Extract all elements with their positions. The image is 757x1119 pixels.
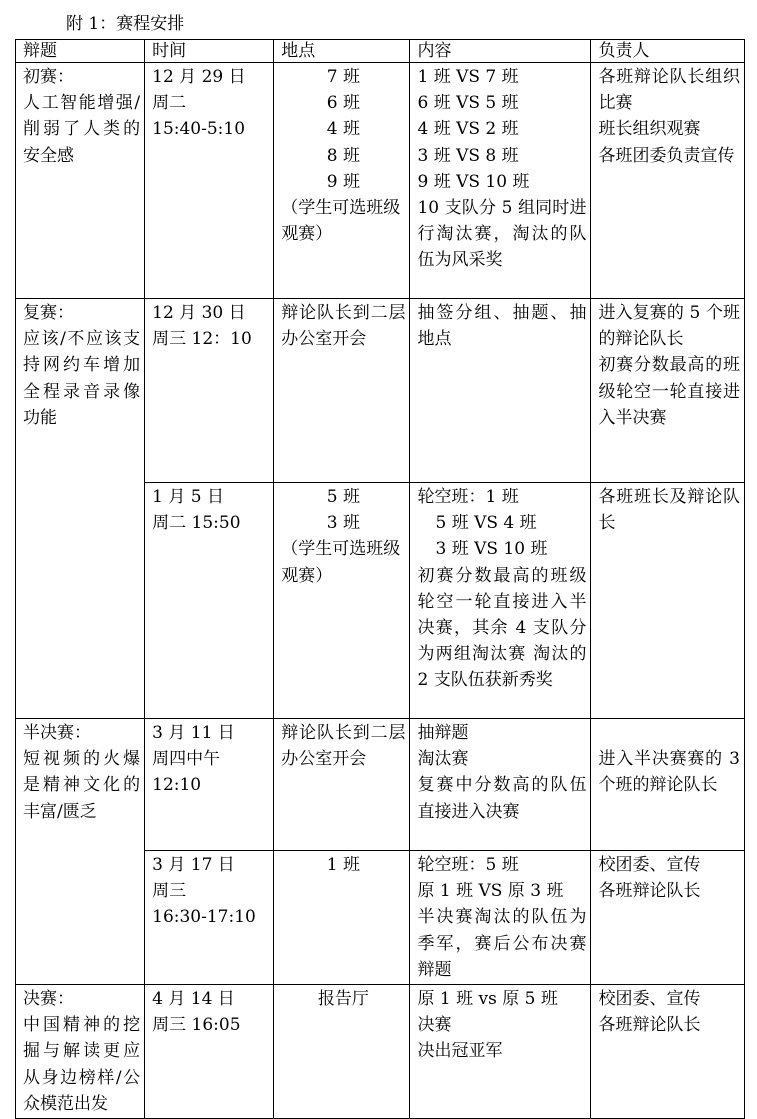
time-range-text: 16:30-17:10: [152, 907, 256, 928]
content-cell: [410, 851, 591, 985]
content-cell: [410, 985, 591, 1119]
column-header-place: 地点: [274, 40, 410, 63]
place-cell: [274, 985, 410, 1119]
time-range-text: 15:40-5:10: [152, 119, 246, 140]
date-text: 4 月 14 日: [152, 989, 235, 1010]
weekday-text: 周三 16:05: [152, 1015, 241, 1036]
content-item: 淘汰赛: [417, 749, 469, 770]
debate-topic: 应该/不应该支持网约车增加全程录音录像功能: [23, 329, 141, 428]
content-note: 抽签分组、抽题、抽地点: [417, 303, 587, 350]
time-cell: [145, 483, 274, 719]
debate-topic: 短视频的火爆是精神文化的丰富/匮乏: [23, 749, 141, 822]
topic-cell: [16, 719, 145, 985]
matchup-text: 原 1 班 VS 原 3 班: [417, 881, 564, 902]
owner-cell: [591, 719, 745, 851]
owner-text: 各班辩论队长: [598, 1015, 701, 1036]
content-item: 决出冠亚军: [417, 1041, 503, 1062]
owner-text: 进入半决赛赛的 3 个班的辩论队长: [598, 749, 740, 796]
owner-cell: [591, 299, 745, 483]
table-row: [16, 299, 745, 483]
weekday-text: 周四中午: [152, 749, 221, 770]
matchup-text: 6 班 VS 5 班: [417, 93, 519, 114]
owner-cell: [591, 63, 745, 299]
place-cell: [274, 851, 410, 985]
time-cell: [145, 719, 274, 851]
place-cell: [274, 299, 410, 483]
owner-text: 初赛分数最高的班级轮空一轮直接进入半决赛: [598, 355, 740, 428]
owner-text: 各班辩论队长组织比赛: [598, 67, 740, 114]
place-item: 3 班: [326, 513, 360, 534]
content-item: 抽辩题: [417, 723, 469, 743]
round-label: 复赛：: [23, 303, 74, 323]
owner-cell: [591, 483, 745, 719]
time-range-text: 12:10: [152, 775, 202, 796]
topic-cell: [16, 63, 145, 299]
place-item: 4 班: [326, 119, 360, 140]
content-cell: [410, 483, 591, 719]
date-text: 12 月 29 日: [152, 67, 246, 87]
bye-text: 轮空班：1 班: [417, 487, 519, 507]
time-cell: [145, 985, 274, 1119]
content-cell: [410, 63, 591, 299]
round-label: 决赛：: [23, 989, 74, 1010]
column-header-owner: 负责人: [591, 40, 745, 63]
matchup-text: 原 1 班 vs 原 5 班: [417, 989, 558, 1010]
place-note: （学生可选班级观赛）: [281, 198, 401, 245]
table-row: [16, 985, 745, 1119]
owner-text: 各班班长及辩论队长: [598, 487, 740, 534]
appendix-heading: 附 1：赛程安排: [66, 14, 185, 34]
content-note: 10 支队分 5 组同时进行淘汰赛，淘汰的队伍为风采奖: [417, 198, 587, 271]
weekday-text: 周二 15:50: [152, 513, 241, 534]
table-header-row: [16, 40, 745, 63]
place-item: 7 班: [326, 67, 360, 87]
column-header-topic: 辩题: [16, 40, 145, 63]
place-item: 9 班: [326, 171, 360, 192]
topic-cell: [16, 985, 145, 1119]
owner-cell: [591, 985, 745, 1119]
place-item: 6 班: [326, 93, 360, 114]
time-cell: [145, 851, 274, 985]
place-cell: [274, 719, 410, 851]
date-text: 12 月 30 日: [152, 303, 246, 323]
table-row: [16, 719, 745, 851]
content-note: 初赛分数最高的班级轮空一轮直接进入半决赛，其余 4 支队分为两组淘汰赛 淘汰的 2 支队伍获新秀奖: [417, 565, 587, 691]
column-header-time: 时间: [145, 40, 274, 63]
date-text: 3 月 17 日: [152, 855, 235, 875]
weekday-text: 周三 12：10: [152, 329, 252, 350]
place-cell: [274, 63, 410, 299]
owner-text: 校团委、宣传: [598, 855, 701, 875]
place-item: 8 班: [326, 145, 360, 166]
round-label: 半决赛：: [23, 723, 91, 743]
time-cell: [145, 299, 274, 483]
place-cell: [274, 483, 410, 719]
place-item: 1 班: [326, 855, 360, 875]
content-note: 复赛中分数高的队伍直接进入决赛: [417, 775, 587, 822]
owner-text: 进入复赛的 5 个班的辩论队长: [598, 303, 740, 350]
bye-text: 轮空班：5 班: [417, 855, 519, 875]
owner-text: 校团委、宣传: [598, 989, 701, 1010]
matchup-text: 9 班 VS 10 班: [417, 171, 530, 192]
topic-cell: [16, 299, 145, 719]
matchup-text: 4 班 VS 2 班: [417, 119, 519, 140]
time-cell: [145, 63, 274, 299]
matchup-text: 5 班 VS 4 班: [435, 513, 537, 534]
weekday-text: 周二: [152, 93, 187, 114]
matchup-text: 3 班 VS 8 班: [417, 145, 519, 166]
content-cell: [410, 719, 591, 851]
debate-topic: 人工智能增强/削弱了人类的安全感: [23, 93, 141, 166]
date-text: 1 月 5 日: [152, 487, 224, 507]
debate-topic: 中国精神的挖掘与解读更应从身边榜样/公众模范出发: [23, 1015, 141, 1114]
place-note: 辩论队长到二层办公室开会: [281, 303, 406, 350]
date-text: 3 月 11 日: [152, 723, 235, 743]
schedule-table: [15, 39, 745, 1119]
place-note: 辩论队长到二层办公室开会: [281, 723, 406, 770]
owner-cell: [591, 851, 745, 985]
matchup-text: 1 班 VS 7 班: [417, 67, 519, 87]
table-row: [16, 63, 745, 299]
weekday-text: 周三: [152, 881, 187, 902]
place-item: 5 班: [326, 487, 360, 507]
content-item: 决赛: [417, 1015, 452, 1036]
matchup-text: 3 班 VS 10 班: [435, 539, 548, 560]
column-header-content: 内容: [410, 40, 591, 63]
round-label: 初赛：: [23, 67, 74, 87]
place-item: 报告厅: [317, 989, 369, 1010]
owner-text: 各班团委负责宣传: [598, 145, 735, 166]
owner-text: 班长组织观赛: [598, 119, 701, 140]
content-cell: [410, 299, 591, 483]
place-note: （学生可选班级观赛）: [281, 539, 401, 586]
content-note: 半决赛淘汰的队伍为季军，赛后公布决赛辩题: [417, 907, 587, 980]
owner-text: 各班辩论队长: [598, 881, 701, 902]
